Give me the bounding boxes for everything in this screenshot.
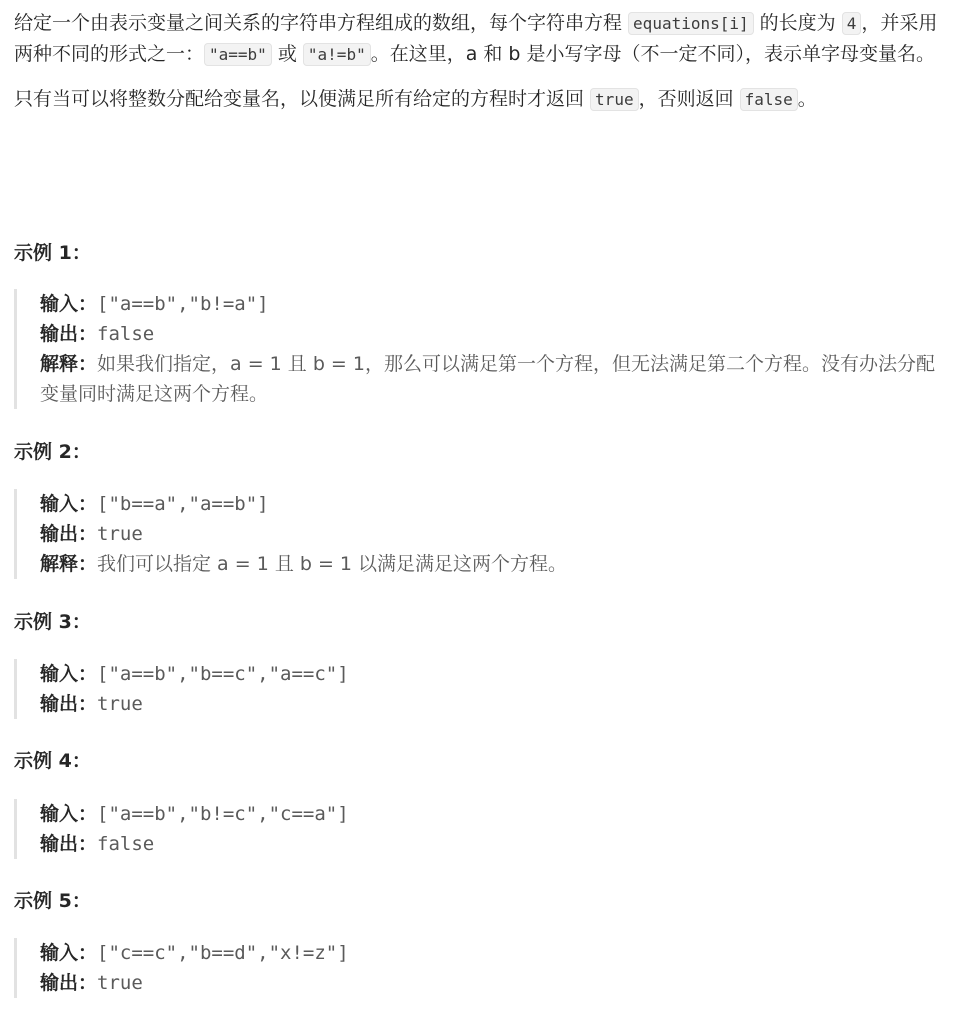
example-block bbox=[14, 938, 950, 998]
inline-code: "a==b" bbox=[204, 43, 272, 66]
problem-description bbox=[14, 8, 950, 115]
inline-code: true bbox=[590, 88, 639, 111]
example-heading: 示例 1： bbox=[14, 242, 91, 264]
example-block bbox=[14, 659, 950, 719]
intro-text: 。在这里，a 和 b 是小写字母（不一定不同），表示单字母变量名。 bbox=[370, 43, 936, 65]
example-heading: 示例 4： bbox=[14, 750, 91, 772]
intro-text: 的长度为 bbox=[753, 12, 842, 34]
example-output bbox=[40, 319, 950, 349]
example-input bbox=[40, 938, 950, 968]
input-value: ["a==b","b==c","a==c"] bbox=[97, 663, 349, 685]
explain-value: 我们可以指定 a = 1 且 b = 1 以满足满足这两个方程。 bbox=[97, 553, 568, 575]
example-output bbox=[40, 968, 950, 998]
input-label: 输入： bbox=[40, 803, 98, 825]
input-label: 输入： bbox=[40, 663, 98, 685]
example-block bbox=[14, 289, 950, 409]
explain-label: 解释： bbox=[40, 553, 98, 575]
inline-code: equations[i] bbox=[628, 12, 754, 35]
intro-text: 只有当可以将整数分配给变量名，以便满足所有给定的方程时才返回 bbox=[14, 88, 591, 110]
inline-code: "a!=b" bbox=[303, 43, 371, 66]
example-block bbox=[14, 799, 950, 859]
output-label: 输出： bbox=[40, 833, 98, 855]
example-input bbox=[40, 659, 950, 689]
input-value: ["c==c","b==d","x!=z"] bbox=[97, 942, 349, 964]
inline-code: 4 bbox=[842, 12, 862, 35]
example-explanation bbox=[40, 549, 950, 579]
intro-text: ，否则返回 bbox=[638, 88, 740, 110]
explain-label: 解释： bbox=[40, 353, 98, 375]
example-heading: 示例 3： bbox=[14, 611, 91, 633]
example-heading: 示例 5： bbox=[14, 890, 91, 912]
output-value: true bbox=[97, 972, 143, 994]
output-label: 输出： bbox=[40, 323, 98, 345]
example-block bbox=[14, 489, 950, 579]
output-label: 输出： bbox=[40, 972, 98, 994]
output-value: false bbox=[97, 323, 155, 345]
input-value: ["a==b","b!=a"] bbox=[97, 293, 269, 315]
output-value: true bbox=[97, 523, 143, 545]
example-input bbox=[40, 289, 950, 319]
input-value: ["b==a","a==b"] bbox=[97, 493, 269, 515]
intro-paragraph-1 bbox=[14, 8, 950, 70]
input-label: 输入： bbox=[40, 942, 98, 964]
intro-text: 给定一个由表示变量之间关系的字符串方程组成的数组，每个字符串方程 bbox=[14, 12, 629, 34]
intro-text: ，并采用两种不同的形式之一： bbox=[14, 12, 938, 65]
output-label: 输出： bbox=[40, 523, 98, 545]
inline-code: false bbox=[740, 88, 798, 111]
output-value: false bbox=[97, 833, 155, 855]
output-label: 输出： bbox=[40, 693, 98, 715]
intro-paragraph-2 bbox=[14, 84, 950, 115]
intro-text: 。 bbox=[797, 88, 817, 110]
input-value: ["a==b","b!=c","c==a"] bbox=[97, 803, 349, 825]
intro-text: 或 bbox=[271, 43, 303, 65]
input-label: 输入： bbox=[40, 493, 98, 515]
example-output bbox=[40, 689, 950, 719]
example-heading: 示例 2： bbox=[14, 441, 91, 463]
example-output bbox=[40, 829, 950, 859]
input-label: 输入： bbox=[40, 293, 98, 315]
example-input bbox=[40, 799, 950, 829]
explain-value: 如果我们指定，a = 1 且 b = 1，那么可以满足第一个方程，但无法满足第二个方程。没有办法分配变量同时满足这两个方程。 bbox=[40, 353, 935, 405]
example-input bbox=[40, 489, 950, 519]
example-output bbox=[40, 519, 950, 549]
example-explanation bbox=[40, 349, 950, 409]
output-value: true bbox=[97, 693, 143, 715]
